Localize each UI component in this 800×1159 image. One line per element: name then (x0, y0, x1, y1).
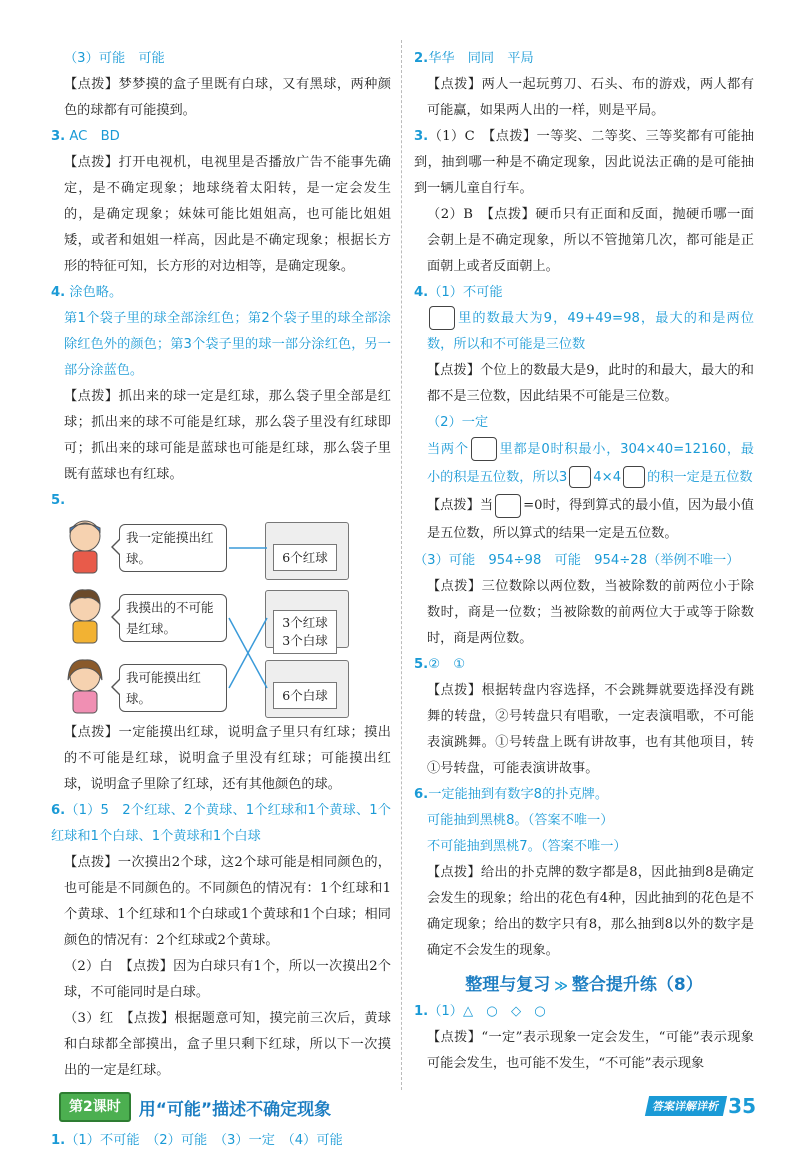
page-number: 35 (728, 1094, 756, 1118)
box-2-line-2: 3个白球 (282, 633, 328, 648)
double-chevron-icon: ≫ (554, 979, 568, 994)
answer-text: AC BD (69, 129, 120, 144)
review-question-1 (414, 999, 754, 1025)
question-2-answer (414, 46, 754, 72)
answer-text-part: 4×4 (593, 470, 622, 485)
blank-box (495, 494, 521, 518)
answer-text: 涂色略。 (69, 285, 123, 300)
question-number: 4. (414, 285, 429, 300)
question-5-answer (414, 652, 754, 678)
question-number: 2. (414, 51, 429, 66)
answer-text: ② ① (428, 657, 466, 672)
explanation: 【点拨】梦梦摸的盒子里既有白球，又有黑球，两种颜色的球都有可能摸到。 (64, 77, 391, 118)
answer-explanation: （3）红 【点拨】根据题意可知，摸完前三次后，黄球和白球都全部摸出，盒子里只剩下红球，所以下一次摸出的一定是红球。 (64, 1011, 391, 1078)
question-number: 4. (51, 285, 66, 300)
column-divider (401, 40, 402, 1090)
answer-explanation: （1）C 【点拨】一等奖、二等奖、三等奖都有可能抽到，抽到哪一种是不确定现象，因此说法正确的是可能抽到一辆儿童自行车。 (414, 129, 754, 196)
answer-text: （3）可能 954÷98 可能 954÷28（举例不唯一） (414, 553, 740, 568)
question-number: 3. (51, 129, 66, 144)
question-6-answer (51, 798, 391, 850)
question-5-label (51, 488, 391, 514)
question-number: 3. (414, 129, 429, 144)
matching-figure (51, 516, 391, 716)
box-1-label: 6个红球 (273, 544, 337, 571)
right-column (414, 46, 754, 1077)
answer-text-part: 当两个 (427, 442, 469, 457)
answer-text: 华华 同同 平局 (428, 51, 534, 66)
speech-bubble-3: 我可能摸出红球。 (119, 664, 227, 712)
explanation: 【点拨】三位数除以两位数，当被除数的前两位小于除数时，商是一位数；当被除数的前两位大于或等于除数时，商是两位数。 (427, 579, 754, 646)
blank-box (569, 466, 591, 488)
answer-text-part: 里的数最大为9，49+49=98，最大的和是两位数，所以和不可能是三位数 (427, 311, 754, 352)
explanation: 【点拨】打开电视机，电视里是否播放广告不能事先确定，是不确定现象；地球绕着太阳转，是一定会发生的，是确定现象；妹妹可能比姐姐高，也可能比姐姐矮，或者和姐姐一样高，因此是不确定现象；根据长方形的特征可知，长方形的对边相等，是确定现象。 (64, 155, 391, 274)
answer-text (414, 436, 754, 492)
answer-explanation: （2）B 【点拨】硬币只有正面和反面，抛硬币哪一面会朝上是不确定现象，所以不管抛第几次，都可能是正面朝上或者反面朝上。 (427, 207, 754, 274)
explanation: 【点拨】一定能摸出红球，说明盒子里只有红球；摸出的不可能是红球，说明盒子里没有红球；可能摸出红球，说明盒子里除了红球，还有其他颜色的球。 (64, 725, 391, 792)
left-column (51, 46, 391, 1154)
answer-text: 不可能抽到黑桃7。（答案不唯一） (427, 839, 627, 854)
answer-text-part: 里都是0时积最小，304×40=12160，最小的积是五位数，所以3 (427, 442, 754, 485)
question-3-answer (414, 124, 754, 202)
explanation: 【点拨】一次摸出2个球，这2个球可能是相同颜色的，也可能是不同颜色的。不同颜色的情况有：1个红球和1个黄球、1个红球和1个白球或1个黄球和1个白球；相同颜色的情况有：2个红球或2个黄球。 (64, 855, 391, 948)
answer-text: （1）不可能 （2）可能 （3）一定 （4）可能 (65, 1133, 343, 1148)
box-2-line-1: 3个红球 (282, 615, 328, 630)
explanation: 【点拨】两人一起玩剪刀、石头、布的游戏，两人都有可能赢，如果两人出的一样，则是平局。 (427, 77, 754, 118)
answer-explanation: （2）白 【点拨】因为白球只有1个，所以一次摸出2个球，不可能同时是白球。 (64, 959, 391, 1000)
explanation: 【点拨】“一定”表示现象一定会发生，“可能”表示现象可能会发生，也可能不发生，“不可能”表示现象 (427, 1030, 754, 1071)
lesson-answer (51, 1128, 391, 1154)
answer-text: 一定能抽到有数字8的扑克牌。 (428, 787, 609, 802)
match-lines (51, 516, 391, 716)
speech-bubble-1: 我一定能摸出红球。 (119, 524, 227, 572)
explanation: 【点拨】抓出来的球一定是红球，那么袋子里全部是红球；抓出来的球不可能是红球，那么袋子里没有红球即可；抓出来的球可能是蓝球也可能是红球，那么袋子里既有蓝球也有红球。 (64, 389, 391, 482)
question-4-answer (51, 280, 391, 306)
question-4-answer (414, 280, 754, 306)
explanation-part: 【点拨】当 (427, 498, 494, 513)
answer-text-part: 的积一定是五位数 (647, 470, 753, 485)
question-number: 1. (414, 1004, 429, 1019)
explanation-part: =0时，得到算式的最小值，因为最小值是五位数，所以算式的结果一定是五位数。 (427, 498, 754, 541)
answer-text: （1）不可能 (428, 285, 503, 300)
question-number: 6. (51, 803, 66, 818)
explanation (414, 492, 754, 548)
footer-label: 答案详解详析 (645, 1096, 727, 1116)
question-number: 6. (414, 787, 429, 802)
blank-box (429, 306, 455, 330)
question-6-answer (414, 782, 754, 808)
blank-box (471, 437, 497, 461)
lesson-heading (59, 1092, 391, 1122)
answer-text: （2）一定 (427, 415, 489, 430)
question-number: 5. (414, 657, 429, 672)
blank-box (623, 466, 645, 488)
answer-text (414, 306, 754, 358)
review-heading (414, 970, 754, 995)
question-3-answer (51, 124, 391, 150)
question-number: 5. (51, 493, 66, 508)
explanation: 【点拨】根据转盘内容选择，不会跳舞就要选择没有跳舞的转盘，②号转盘只有唱歌，一定表演唱歌，不可能表演跳舞。①号转盘上既有讲故事，也有其他项目，转①号转盘，可能表演讲故事。 (427, 683, 754, 776)
answer-text: （1）△ ○ ◇ ○ (428, 1004, 546, 1019)
answer-line: （3）可能 可能 (64, 51, 165, 66)
answer-text: 可能抽到黑桃8。（答案不唯一） (427, 813, 614, 828)
answer-text: （1）5 2个红球、2个黄球、1个红球和1个黄球、1个红球和1个白球、1个黄球和1个白球 (51, 803, 391, 844)
lesson-title: 用“可能”描述不确定现象 (138, 1099, 332, 1120)
answer-text: 第1个袋子里的球全部涂红色；第2个袋子里的球全部涂除红色外的颜色；第3个袋子里的球一部分涂红色，另一部分涂蓝色。 (64, 311, 391, 378)
question-number: 1. (51, 1133, 66, 1148)
box-3-label: 6个白球 (273, 682, 337, 709)
explanation: 【点拨】给出的扑克牌的数字都是8，因此抽到8是确定会发生的现象；给出的花色有4种，因此抽到的花色是不确定现象；给出的数字只有8，那么抽到8以外的数字是确定不会发生的现象。 (427, 865, 754, 958)
review-subtitle: 整合提升练（8） (571, 975, 703, 995)
lesson-tag: 第2课时 (59, 1092, 131, 1122)
explanation: 【点拨】个位上的数最大是9，此时的和最大，最大的和都不是三位数，因此结果不可能是三位数。 (427, 363, 754, 404)
review-title: 整理与复习 (465, 975, 551, 995)
page-footer (647, 1094, 756, 1118)
speech-bubble-2: 我摸出的不可能是红球。 (119, 594, 227, 642)
